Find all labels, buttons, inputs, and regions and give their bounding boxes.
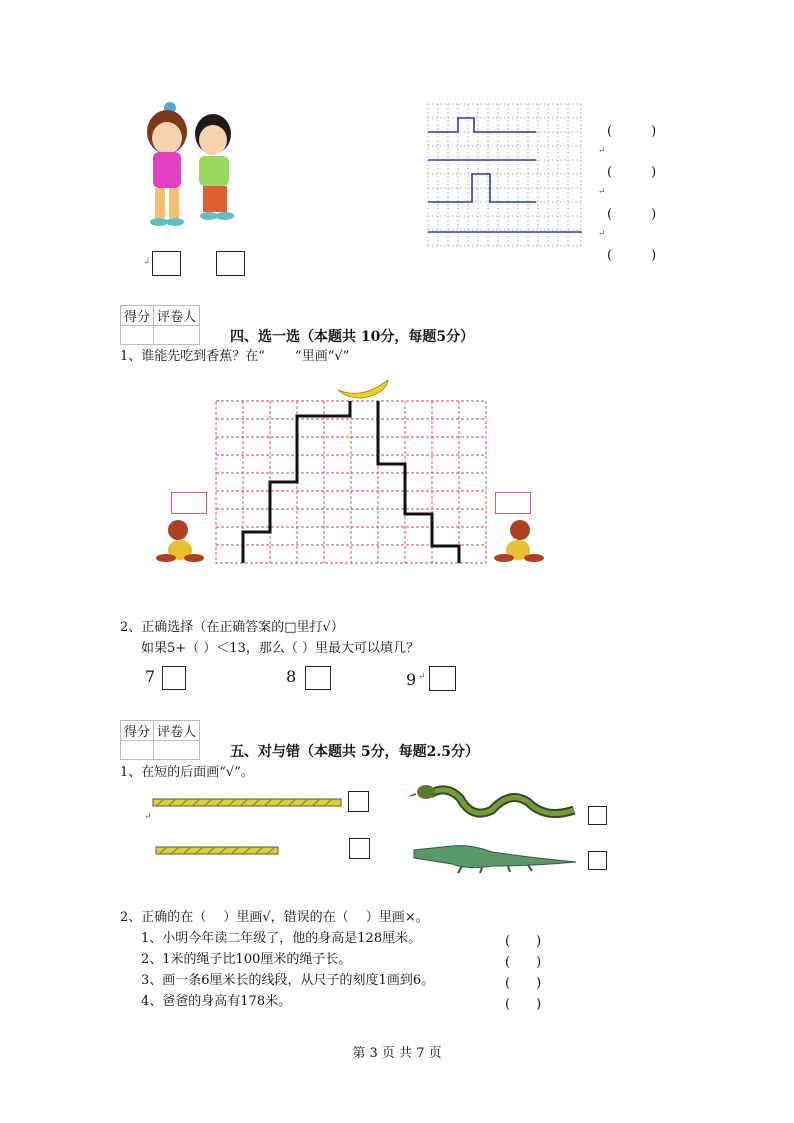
option-9: 9 <box>406 670 417 689</box>
option-8: 8 <box>286 667 297 686</box>
banana-icon <box>338 380 388 398</box>
dotted-grid-figure <box>426 102 586 248</box>
paren-blank-4[interactable]: ( ) <box>607 248 657 263</box>
reviewer-cell[interactable] <box>154 741 200 760</box>
score-cell[interactable] <box>121 741 154 760</box>
reviewer-label: 评卷人 <box>154 306 200 326</box>
crocodile-icon <box>412 840 578 874</box>
answer-box-left-child[interactable] <box>152 251 181 276</box>
statement-4-blank[interactable]: ( ) <box>505 997 542 1012</box>
return-mark: ↵ <box>598 146 606 156</box>
option-9-checkbox[interactable] <box>429 666 456 691</box>
short-rope-icon <box>155 845 280 857</box>
return-mark: ↵ <box>598 229 606 239</box>
question-4-2: 2、正确选择（在正确答案的□里打√） <box>120 620 344 635</box>
statement-1: 1、小明今年读二年级了，他的身高是128厘米。 <box>141 931 422 946</box>
answer-box-right-child[interactable] <box>216 251 245 276</box>
statement-2: 2、1米的绳子比100厘米的绳子长。 <box>141 952 352 967</box>
paren-blank-3[interactable]: ( ) <box>607 207 657 222</box>
paren-blank-2[interactable]: ( ) <box>607 165 657 180</box>
reviewer-cell[interactable] <box>154 326 200 345</box>
long-rope-icon <box>152 797 344 809</box>
question-5-1: 1、在短的后面画“√”。 <box>120 765 254 780</box>
staircase-grid-figure <box>150 372 550 568</box>
question-5-2: 2、正确的在（ ）里画√，错误的在（ ）里画×。 <box>120 910 429 925</box>
score-table-5 <box>120 720 200 760</box>
statement-3-blank[interactable]: ( ) <box>505 976 542 991</box>
score-label: 得分 <box>121 721 154 741</box>
children-illustration <box>135 100 250 230</box>
reviewer-label: 评卷人 <box>154 721 200 741</box>
question-4-1: 1、谁能先吃到香蕉？在“ ”里画“√” <box>120 349 350 364</box>
statement-1-blank[interactable]: ( ) <box>505 934 542 949</box>
option-8-checkbox[interactable] <box>305 666 331 690</box>
paren-blank-1[interactable]: ( ) <box>607 124 657 139</box>
statement-3: 3、画一条6厘米长的线段，从尺子的刻度1画到6。 <box>141 973 435 988</box>
option-7: 7 <box>145 667 156 686</box>
option-7-checkbox[interactable] <box>162 666 186 690</box>
question-4-2-text: 如果5+（ ）＜13，那么（ ）里最大可以填几？ <box>141 641 419 656</box>
answer-box-right-monkey[interactable] <box>495 492 531 514</box>
long-rope-checkbox[interactable] <box>348 791 369 812</box>
return-mark: ↵ <box>598 187 606 197</box>
snake-checkbox[interactable] <box>588 806 607 825</box>
score-table-4 <box>120 305 200 345</box>
section-5-title: 五、对与错（本题共 5分，每题2.5分） <box>230 744 479 760</box>
monkey-right-icon <box>494 520 544 562</box>
snake-icon <box>410 780 578 830</box>
statement-2-blank[interactable]: ( ) <box>505 955 542 970</box>
score-label: 得分 <box>121 306 154 326</box>
monkey-left-icon <box>156 520 204 562</box>
short-rope-checkbox[interactable] <box>349 838 370 859</box>
score-cell[interactable] <box>121 326 154 345</box>
statement-4: 4、爸爸的身高有178米。 <box>141 994 292 1009</box>
return-mark: ↲ <box>143 257 151 267</box>
return-mark: ↵ <box>418 672 426 682</box>
answer-box-left-monkey[interactable] <box>171 492 207 514</box>
crocodile-checkbox[interactable] <box>588 851 607 870</box>
page-footer: 第 3 页 共 7 页 <box>352 1046 442 1061</box>
section-4-title: 四、选一选（本题共 10分，每题5分） <box>230 329 475 345</box>
return-mark: ↵ <box>144 812 152 822</box>
